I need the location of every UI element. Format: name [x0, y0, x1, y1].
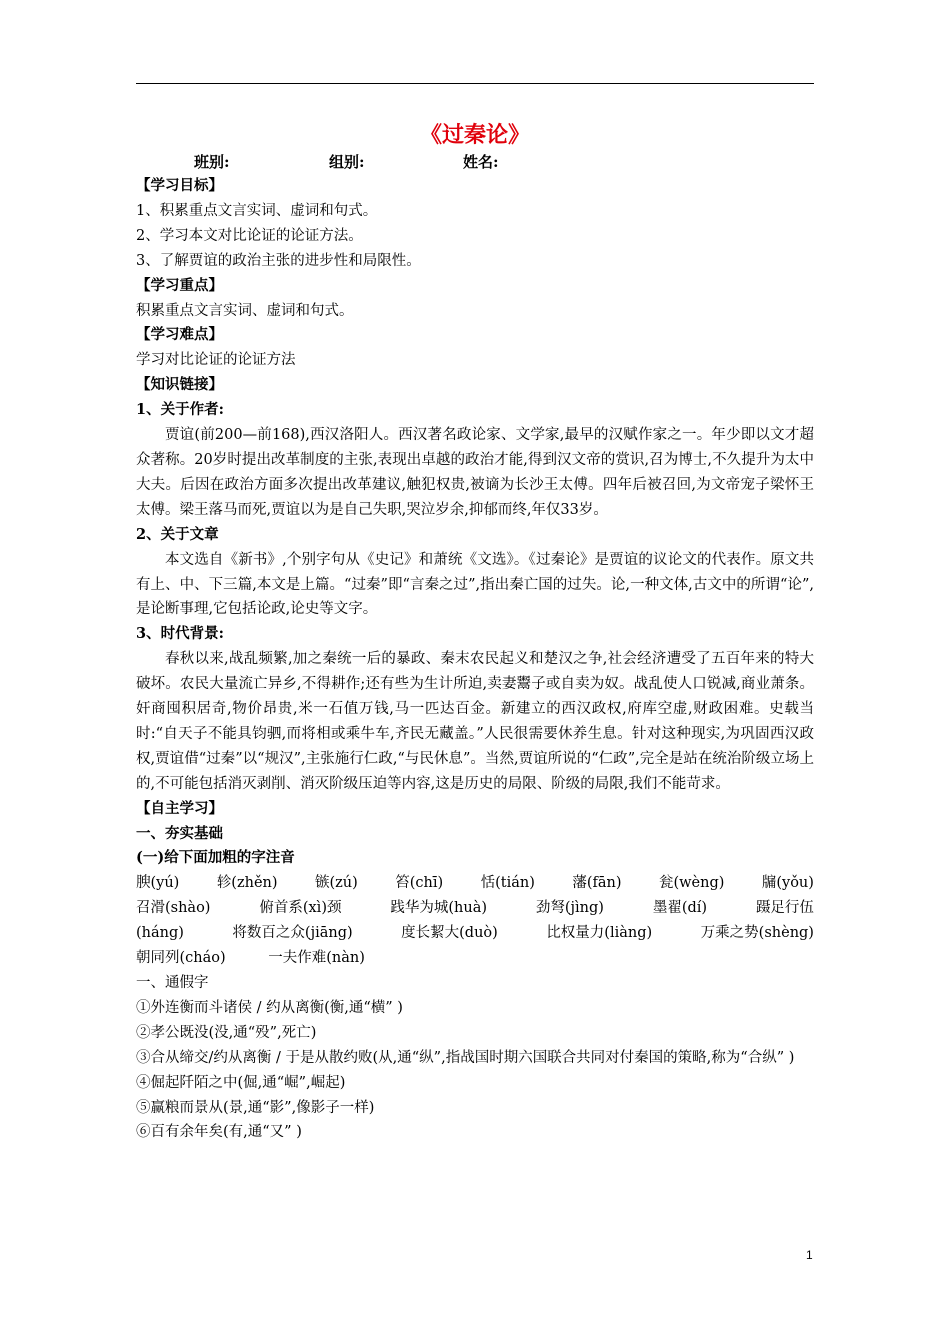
pinyin-item: 墨翟(dí) [652, 900, 708, 917]
pinyin-item: 万乘之势(shèng) [700, 925, 814, 942]
header-rule [136, 83, 814, 84]
tongjia-heading: 一、通假字 [136, 975, 209, 991]
name-label: 姓名: [463, 153, 499, 171]
self-study-heading: 【自主学习】 [136, 799, 223, 817]
foundation-heading: 一、夯实基础 [136, 824, 223, 842]
background-paragraph: 春秋以来,战乱频繁,加之秦统一后的暴政、秦末农民起义和楚汉之争,社会经济遭受了五百年来的特大破坏。农民大量流亡异乡,不得耕作;还有些为生计所迫,卖妻鬻子或自卖为奴。战乱使人口锐减,商业萧条。奸商囤积居奇,物价昂贵,米一石值万钱,马一匹达百金。新建立的西汉政权,府库空虚,财政困难。史载当时:“自天子不能具钧驷,而将相或乘牛车,齐民无藏盖。”人民很需要休养生息。针对这种现实,为巩固西汉政权,贾谊借“过秦”以“规汉”,主张施行仁政,“与民休息”。当然,贾谊所说的“仁政”,完全是站在统治阶级立场上的,不可能包括消灭剥削、消灭阶级压迫等内容,这是历史的局限、阶级的局限,我们不能苛求。 [136, 651, 814, 792]
pinyin-item: 恬(tián) [480, 875, 535, 892]
pinyin-item: 俯首系(xì)颈 [259, 900, 342, 917]
pinyin-row [136, 896, 814, 921]
difficulty-text: 学习对比论证的论证方法 [136, 352, 296, 369]
goal-item: 2、学习本文对比论证的论证方法。 [136, 227, 363, 244]
key-points-text: 积累重点文言实词、虚词和句式。 [136, 302, 354, 319]
tongjia-item: ②孝公既没(没,通“殁”,死亡) [136, 1024, 317, 1041]
tongjia-item: ⑥百有余年矣(有,通“又” ) [136, 1124, 302, 1141]
pinyin-grid [136, 871, 814, 971]
pinyin-item: 朝同列(cháo) [136, 950, 226, 967]
goals-heading: 【学习目标】 [136, 177, 223, 194]
pinyin-exercise-heading: (一)给下面加粗的字注音 [136, 849, 295, 867]
pinyin-item: 劲弩(jìng) [535, 900, 604, 917]
pinyin-item: 藩(fān) [572, 875, 622, 892]
article-paragraph: 本文选自《新书》,个别字句从《史记》和萧统《文选》。《过秦论》是贾谊的议论文的代表作。原文共有上、中、下三篇,本文是上篇。“过秦”即“言秦之过”,指出秦亡国的过失。论,一种文体,古文中的所谓“论”,是论断事理,它包括论政,论史等文字。 [136, 551, 814, 618]
pinyin-item: 瓮(wèng) [658, 875, 725, 892]
difficulty-heading: 【学习难点】 [136, 326, 223, 344]
key-points-heading: 【学习重点】 [136, 276, 223, 294]
author-paragraph: 贾谊(前200—前168),西汉洛阳人。西汉著名政论家、文学家,最早的汉赋作家之一。年少即以文才超众著称。20岁时提出改革制度的主张,表现出卓越的政治才能,得到汉文帝的赏识,召为博士,不久提升为太中大夫。后因在政治方面多次提出改革建议,触犯权贵,被谪为长沙王太傅。四年后被召回,为文帝宠子梁怀王太傅。梁王落马而死,贾谊以为是自己失职,哭泣岁余,抑郁而终,年仅33岁。 [136, 427, 814, 518]
pinyin-item: 一夫作难(nàn) [268, 950, 365, 967]
page-number: 1 [806, 1248, 813, 1262]
pinyin-item: 比权量力(liàng) [546, 925, 653, 942]
tongjia-item: ④倔起阡陌之中(倔,通“崛”,崛起) [136, 1074, 346, 1091]
pinyin-item: 笞(chī) [395, 875, 444, 892]
pinyin-item: 召滑(shào) [136, 900, 211, 917]
pinyin-item: 度长絜大(duò) [401, 925, 498, 942]
tongjia-item: ⑤赢粮而景从(景,通“影”,像影子一样) [136, 1099, 375, 1116]
pinyin-item: (háng) [136, 925, 184, 942]
knowledge-link-heading: 【知识链接】 [136, 376, 223, 394]
pinyin-item: 镞(zú) [314, 875, 358, 892]
pinyin-item: 腴(yú) [136, 875, 180, 892]
background-heading: 3、时代背景: [136, 625, 224, 643]
class-label: 班别: [194, 153, 230, 171]
group-label: 组别: [329, 153, 365, 171]
document-page [136, 120, 814, 1145]
author-heading: 1、关于作者: [136, 401, 224, 419]
pinyin-row [136, 921, 814, 946]
pinyin-row [136, 871, 814, 896]
article-heading: 2、关于文章 [136, 525, 219, 543]
pinyin-item: 将数百之众(jiāng) [232, 925, 353, 942]
pinyin-item: 轸(zhěn) [216, 875, 278, 892]
tongjia-item: ①外连衡而斗诸侯 / 约从离衡(衡,通“横” ) [136, 999, 403, 1016]
pinyin-item: 牖(yǒu) [761, 875, 814, 892]
goal-item: 1、积累重点文言实词、虚词和句式。 [136, 202, 378, 219]
pinyin-item: 践华为城(huà) [390, 900, 487, 917]
document-title: 《过秦论》 [419, 122, 530, 148]
tongjia-item: ③合从缔交/约从离衡 / 于是从散约败(从,通“纵”,指战国时期六国联合共同对付秦国的策略,称为“合纵” ) [136, 1049, 795, 1066]
student-info-row [136, 150, 814, 174]
goal-item: 3、了解贾谊的政治主张的进步性和局限性。 [136, 252, 421, 269]
pinyin-row [136, 946, 814, 971]
pinyin-item: 蹑足行伍 [755, 900, 814, 917]
